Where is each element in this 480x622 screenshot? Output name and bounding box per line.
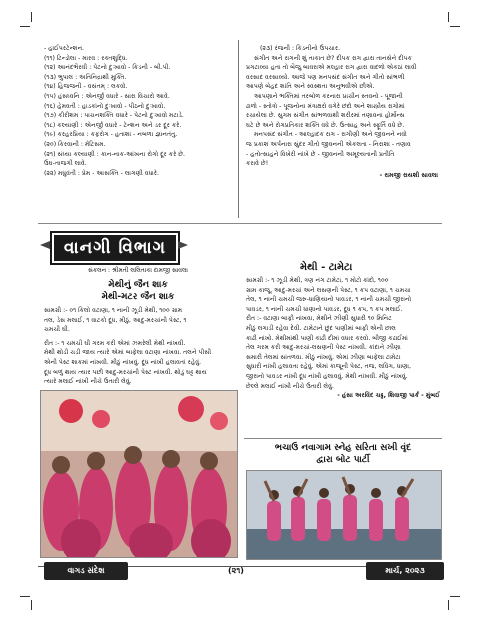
raga-line: ઉંઘ-તાજગી લાવે. bbox=[44, 160, 87, 168]
compiler-text: સંકલન : શ્રીમતી લલિતાકા દામજી સાવલા bbox=[87, 267, 189, 274]
recipe-line: એની પેસ્ટ શાકમાં નાંખવી. મીઠું નાંખવું. દૂધ નાંખી હલાવતાં રહેવું. bbox=[44, 358, 202, 366]
recipe-author: - હંસા અરવિંદ ચઢ્ઢ, શિવાજી પાર્ક - મુંબઈ bbox=[337, 392, 440, 400]
article-line: મનપસંદ સંગીત - આલ્હાદક રાગ - રાગીણી અને જીવનને નવો bbox=[254, 131, 407, 139]
crop-mark bbox=[20, 596, 30, 597]
article-line: ઢાળો - સ્તોત્રો - પૂજનોના મંત્રાક્ષરો વગેરે છંદો અને શાસ્ત્રીય રાગોમાં bbox=[246, 102, 405, 110]
recipe1-title-text: મેથીનું જૈન શાક bbox=[108, 280, 168, 290]
article-author: - રામજી રાયશી સાવલા bbox=[379, 171, 438, 179]
article-line: ઘટે છે અને રોગપ્રતિકાર શક્તિ વધે છે. ઉત્સાહ અને સ્ફૂર્તિ વધે છે. bbox=[246, 121, 405, 129]
recipe-line: રીત :- ૧ ચમચી ઘી ગરમ કરી એમાં ઝમરેલી મેથી નાંખવી. bbox=[44, 339, 186, 347]
recipe-line: જીરાનો પાવડર નાંખી દૂધ નાંખી હલાવવું. મેથી નાંખવી. મીઠું નાંખવું. bbox=[246, 372, 408, 380]
recipe-section-banner: વાનગી વિભાગ bbox=[50, 231, 180, 265]
recipe-line: ગ્રામ કાજૂ, આદુ-મરચાં અને લસણની પેસ્ટ, ૧ કપ વટાણા, ૧ ચમચા bbox=[246, 286, 411, 294]
crop-mark bbox=[31, 12, 32, 22]
crop-mark bbox=[20, 26, 30, 27]
recipe-line: મેથી થોડી ચડી જાય ત્યારે એમાં બાફેલા વટાણા નાંખવા. તલને પીસી bbox=[44, 349, 212, 357]
article-line: વરસાદ વરસાવ્યો. આજે પણ મનપસંદ સંગીત અને ગીતો સાંભળી bbox=[246, 73, 405, 81]
photo-heading-line1: ભચાઉ નવાગામ સ્નેહ સરિતા સખી વૃંદ bbox=[274, 443, 412, 453]
raga-line: (૧૧) ટિન્ડોલા - મારવ : રક્તશુદ્ધિ. bbox=[44, 54, 128, 62]
crop-mark bbox=[448, 600, 449, 610]
group-photo-left bbox=[40, 390, 238, 558]
crop-mark bbox=[448, 12, 449, 22]
crop-mark bbox=[450, 26, 460, 27]
recipe-line: રીત :- વટાણા બાફી નાંખવા, મેથીને ઝીણી સુધારી ૧૦ મિનિટ bbox=[246, 315, 392, 323]
recipe-line: તલ, ડેસ મલાઈ, ૧ વાટકો દૂધ, મીઠું, આદુ-મરચાંની પેસ્ટ, ૧ bbox=[44, 316, 187, 324]
raga-line: - હાઈપરટેન્શન. bbox=[44, 45, 85, 52]
recipe1-title bbox=[40, 279, 236, 303]
article-line: (૨૩) રંજની : કિડનીનો ઉપચાર. bbox=[260, 45, 340, 52]
recipe-line: મીઠું લગાડી રહેવા દેવી. ટામેટાને છુંદ પાણીમાં બાફી એની છાલ bbox=[246, 324, 396, 332]
crop-mark bbox=[450, 596, 460, 597]
left-ornament-icon bbox=[40, 241, 50, 249]
footer-issue-date: માર્ચ, ૨૦૨૩ bbox=[366, 562, 444, 580]
footer-page-number: (૨૧) bbox=[228, 566, 244, 575]
recipe-left-column bbox=[44, 306, 236, 387]
footer-magazine-name: વાગડ સંદેશ bbox=[44, 562, 128, 580]
recipe-line: સુધારી નાંખી હલાવતા રહેવું. એમાં કાજૂની પેસ્ટ, તજ, લવિંગ, ધાણા, bbox=[246, 363, 411, 371]
article-line: રચાયેલા છે. સુગમ સંગીત સાંભળવાથી શરીરમાં તણાવના હોર્મોન્સ bbox=[246, 112, 405, 120]
recipe-line: તેલ, ૧ નાની ચમચી જરુ-ધાણિયાનો પાવડર, ૧ નાની ચમચી જીરાનો bbox=[246, 296, 412, 304]
raga-line: (૨૧) સંધ્યા કલ્યાણી : કાન-નાક-આંખના રોગો દૂર કરે છે. bbox=[44, 150, 186, 158]
article-line: પ્રગટાવ્યા હતા તો બૈજુ બાવરાએ મલ્હાર રાગ દ્વારા વાદળો એકઠાં લાવી bbox=[246, 64, 417, 72]
raga-line: (૨૨) મધુવંતી : પ્રેમ - આસક્તિ - લાગણી વધારે. bbox=[44, 169, 159, 177]
recipe-line: દૂધ બળું થાય ત્યાર પછી આદુ-મરચાંની પેસ્ટ નાંખવી. થોડું ઘટ્ટ થાય bbox=[44, 368, 207, 376]
recipe2-title-text: મેથી-મટર જૈન શાક bbox=[101, 292, 175, 302]
section-divider bbox=[244, 438, 442, 439]
music-article-column bbox=[246, 44, 438, 180]
photo-heading bbox=[250, 442, 436, 466]
raga-line: (૧૭) કીરીશમ : પાચનશક્તિ વધારે - પેટનો દુઃખાવો મટાડે. bbox=[44, 112, 184, 120]
right-ornament-icon bbox=[178, 241, 188, 249]
raga-line: (૧૯) કરહરપ્રિયા : કફરોગ - હતાશા - નબળા જ્ઞાનતંતુ. bbox=[44, 131, 178, 139]
article-line: જ પ્રકાશ અર્પનારા સુંદર ગીતો જીવનની એકલતા - નિરાશા - તણાવ bbox=[246, 140, 411, 148]
recipe-line: ચમચી ઘી. bbox=[44, 326, 70, 334]
raga-line: (૧૬) હેમવતી : હાડકાંનો દુઃખાવો - પીઠનો દુઃખાવો. bbox=[44, 102, 166, 110]
recipe-line: ત્યારે મલાઈ નાંખી નીચે ઉતારી લેવું. bbox=[44, 378, 132, 386]
recipe-right-column bbox=[246, 276, 440, 401]
recipe-line: તેલ ગરમ કરી આદુ-મરચાં-લસણની પેસ્ટ નાંખવી. કાંદાને ઝીણા bbox=[246, 344, 401, 352]
section-divider bbox=[38, 223, 442, 224]
column-divider bbox=[238, 40, 239, 218]
group-photo-left-image bbox=[41, 391, 237, 557]
recipe-line: સમારી તેલમાં સાંતળવા. મીઠું નાંખવું. એમાં ઝીણા બાફેલા ટામેટા bbox=[246, 353, 401, 361]
article-line: સંગીત અને રાગની શું તાકાત છે? દીપક રાગ દ્વારા તાનસેને દીપક bbox=[254, 54, 412, 62]
recipe-line: સામગ્રી :- ૦૧ કિલો વટાણા, ૧ નાની ઝૂડી મેથી, ૧૦૦ ગ્રામ bbox=[44, 307, 183, 314]
boat-party-photo-image bbox=[247, 471, 441, 559]
raga-line: (૧૮) કલ્યાણી : એનર્જી વધારે - ટેન્શન અને ડર દૂર કરે. bbox=[44, 121, 182, 129]
article-line: આપણે બેહદ શાંતિ અને સ્વસ્થતા અનુભવીએ છીએ. bbox=[246, 83, 375, 91]
recipe-right-title: મેથી - ટામેટા bbox=[300, 262, 353, 273]
compiler-credit bbox=[40, 266, 236, 276]
recipe-line: પાવડર, ૧ નાની ચમચી ધાણાનો પાવડર, દૂધ ૧ કપ, ૧ કપ મલાઈ. bbox=[246, 305, 403, 313]
recipe-line: સામગ્રી :- ૧ ઝૂડી મેથી, ત્રણ નંગ ટામેટા, ૧ મોટો કાંદો, ૧૦૦ bbox=[246, 277, 389, 284]
raga-line: (૨૦) કિરવાની : મેંટિસમ. bbox=[44, 140, 106, 148]
article-line: કરાવે છે! bbox=[246, 160, 269, 168]
photo-heading-line2: દ્વારા બોટ પાર્ટી bbox=[316, 455, 370, 465]
raga-line: (૧૩) ભુપાલ : અતિનિદ્રાથી મુક્તિ. bbox=[44, 73, 127, 81]
recipe-line: કાઢી નાંખો. મેથીમાંથી પાણી કાઢી દીમાં વધાર કરવો. બીજી કઢાઈમાં bbox=[246, 334, 408, 342]
raga-line: (૧૨) આનંદભૈરવી : પેટનો દુઃખાવો - કિડની - બી.પી. bbox=[44, 64, 171, 72]
article-line: આપણાને ભક્તિમાં તરબોળ કરનારા પ્રાચીન સ્તવનો - પૂજાની bbox=[254, 92, 403, 100]
boat-party-photo bbox=[246, 470, 442, 560]
recipe-line: છેલ્લે મલાઈ નાંખી નીચે ઉતારી લેવું. bbox=[246, 382, 334, 390]
raga-line: (૧૪) હિજજની - વસંતમ્ : લકવો. bbox=[44, 83, 128, 91]
crop-mark bbox=[31, 600, 32, 610]
raga-line: (૧૫) હંસધ્વનિ : એનર્જી વધારે - સારા વિચારો આવે. bbox=[44, 92, 170, 100]
raga-list-column bbox=[44, 44, 234, 178]
article-line: - હતોત્સાહને વિખેરી નાંખે છે - જીવનની અમૂલ્યતાની પ્રતીતિ bbox=[246, 150, 395, 158]
